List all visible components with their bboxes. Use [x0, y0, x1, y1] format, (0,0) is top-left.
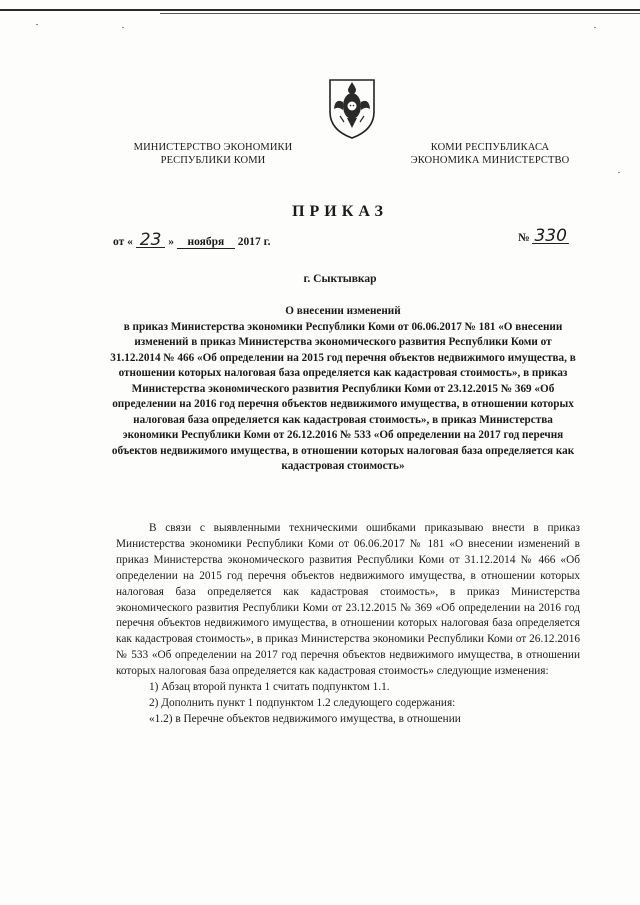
date-year: 2017 г. [237, 236, 271, 248]
date-month: ноября [177, 236, 235, 249]
ministry-header-line: ЭКОНОМИКА МИНИСТЕРСТВО [410, 155, 570, 166]
order-subject [108, 304, 578, 475]
date-quote-close: » [168, 236, 175, 248]
ministry-header-line: РЕСПУБЛИКИ КОМИ [160, 155, 266, 166]
scan-speck [618, 172, 620, 173]
ministry-header-line: МИНИСТЕРСТВО ЭКОНОМИКИ [133, 142, 293, 153]
date-day-handwritten: 23 [136, 233, 166, 248]
number-prefix: № [518, 232, 530, 244]
date-prefix: от « [113, 236, 133, 248]
scan-speck [36, 24, 38, 25]
city-line: г. Сыктывкар [303, 273, 377, 285]
order-number-handwritten: 330 [534, 226, 567, 246]
subject-text: в приказ Министерства экономики Республики Коми от 06.06.2017 № 181 «О внесении изменений в приказ Министерства экономического развития Республики Коми от 31.12.2014 № 466 «Об определении на 2015 год перечня объектов недвижимого имущества, в отношении которых налоговая база определяется как кадастровая стоимость», в приказ Министерства экономического развития Республики Коми от 23.12.2015 № 369 «Об определении на 2016 год перечня объектов недвижимого имущества, в отношении которых налоговая база определяется как кадастровая стоимость», в приказ Министерства экономики Республики Коми от 26.12.2016 № 533 «Об определении на 2017 год перечня объектов недвижимого имущества, в отношении которых налоговая база определяется как кадастровая стоимость» [110, 320, 576, 472]
scan-speck [122, 27, 124, 28]
body-item-3: «1.2) в Перечне объектов недвижимого имущества, в отношении [149, 712, 461, 725]
body-paragraph: В связи с выявленными техническими ошибками приказываю внести в приказ Министерства экономики Республики Коми от 06.06.2017 № 181 «О внесении изменений в приказ Министерства экономического развития Республики Коми от 31.12.2014 № 466 «Об определении на 2015 год перечня объектов недвижимого имущества, в отношении которых налоговая база определяется как кадастровая стоимость», в приказ Министерства экономического развития Республики Коми от 23.12.2015 № 369 «Об определении на 2016 год перечня объектов недвижимого имущества, в отношении которых налоговая база определяется как кадастровая стоимость», в приказ Министерства экономики Республики Коми от 26.12.2016 № 533 «Об определении на 2017 год перечня объектов недвижимого имущества, в отношении которых налоговая база определяется как кадастровая стоимость» следующие изменения: [116, 522, 580, 678]
scan-border-line-secondary [160, 13, 640, 14]
date-line [113, 230, 271, 250]
document-title: ПРИКАЗ [292, 203, 388, 220]
subject-heading: О внесении изменений [285, 305, 401, 317]
body-item-1: 1) Абзац второй пункта 1 считать подпунктом 1.1. [149, 681, 390, 694]
body-item-2: 2) Дополнить пункт 1 подпунктом 1.2 следующего содержания: [149, 696, 456, 709]
scan-speck [594, 27, 596, 28]
komi-republic-coat-of-arms-icon [327, 76, 377, 140]
order-body [116, 521, 580, 728]
scan-border-line [0, 9, 640, 11]
order-number [518, 226, 569, 246]
ministry-header-line: КОМИ РЕСПУБЛИКАСА [430, 142, 550, 153]
ministry-header-komi [395, 141, 585, 167]
ministry-header-russian [118, 141, 308, 167]
